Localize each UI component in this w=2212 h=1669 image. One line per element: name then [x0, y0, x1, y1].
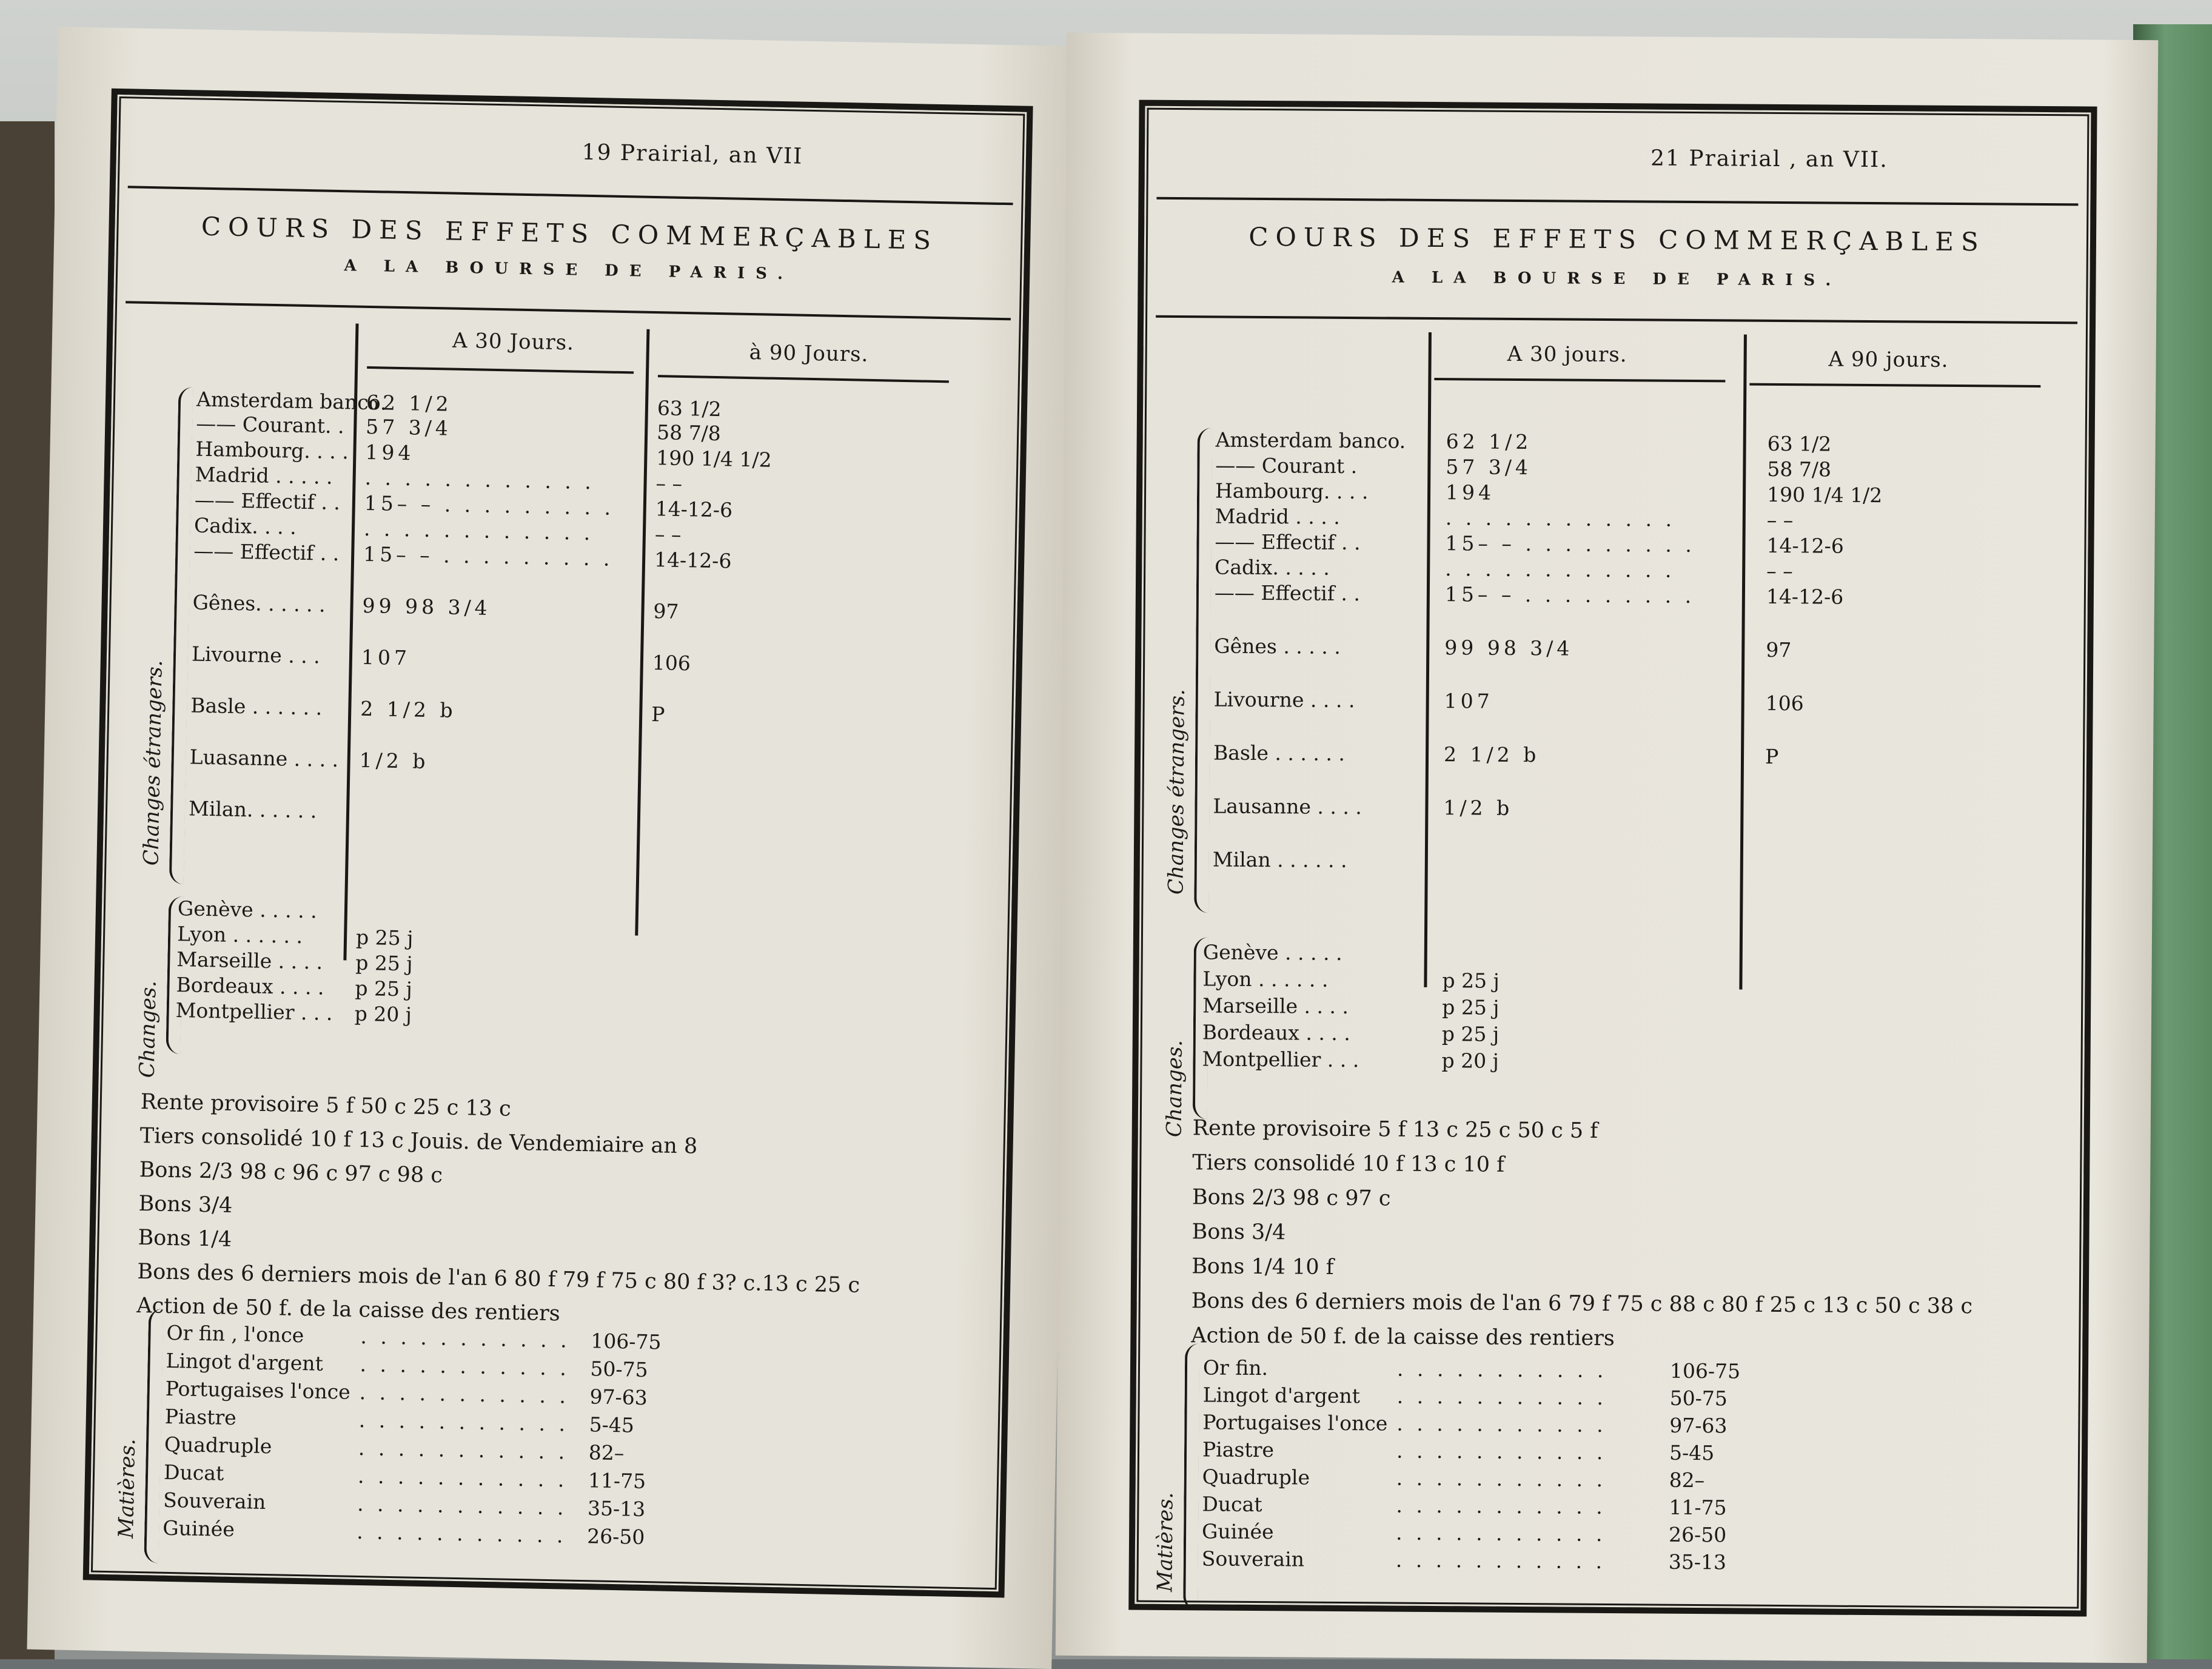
- matiere-label: Or fin , l'once: [166, 1320, 304, 1348]
- table-cell-90: 190 1/4 1/2: [1766, 482, 1883, 508]
- matiere-leader: . . . . . . . . . . .: [357, 1491, 568, 1520]
- table-row-label: Milan . . . . . .: [1212, 847, 1347, 873]
- table-cell-30: 1/2 b: [359, 748, 429, 773]
- left-title: COURS DES EFFETS COMMERÇABLES: [201, 211, 939, 255]
- matiere-label: Lingot d'argent: [166, 1348, 324, 1375]
- table-cell-30: 99 98 3/4: [1444, 636, 1574, 660]
- table-row-label: Bordeaux . . . .: [176, 973, 324, 999]
- table-row-label: —— Effectif . .: [193, 539, 340, 566]
- left-side-changes-etrangers: Changes étrangers.: [139, 660, 167, 866]
- right-title: COURS DES EFFETS COMMERÇABLES: [1248, 221, 1986, 257]
- table-cell-30: 57 3/4: [365, 414, 452, 440]
- table-row-label: —— Effectif . .: [1214, 580, 1361, 606]
- note-line: Tiers consolidé 10 f 13 c 10 f: [1192, 1150, 1505, 1177]
- table-cell-90: P: [1765, 744, 1779, 768]
- table-cell-90: 63 1/2: [657, 396, 722, 421]
- matiere-leader: . . . . . . . . . . .: [358, 1436, 569, 1464]
- table-cell-90: 106: [1765, 691, 1804, 716]
- left-page-frame: [83, 89, 1033, 1598]
- table-row-label: —— Effectif . .: [194, 488, 341, 515]
- left-brace-3: [144, 1308, 163, 1563]
- matiere-label: Piastre: [1202, 1437, 1275, 1462]
- right-rule-top: [1156, 197, 2078, 206]
- table-cell-30: 15– – . . . . . . . . .: [1444, 582, 1695, 608]
- table-cell-90: P: [651, 702, 665, 727]
- right-subtitle: A LA BOURSE DE PARIS.: [1392, 268, 1842, 290]
- table-row-label: Genève . . . . .: [177, 896, 318, 923]
- table-cell-30: . . . . . . . . . . . .: [1445, 506, 1676, 531]
- left-col2-underline: [658, 375, 949, 383]
- table-cell-30: p 25 j: [1441, 1022, 1500, 1046]
- table-cell-30: 2 1/2 b: [360, 696, 457, 722]
- table-row-label: —— Courant .: [1215, 453, 1358, 479]
- matiere-value: 26-50: [1668, 1522, 1727, 1547]
- left-subtitle: A LA BOURSE DE PARIS.: [344, 257, 794, 284]
- table-row-label: —— Effectif . .: [1215, 529, 1361, 555]
- note-line: Action de 50 f. de la caisse des rentiers: [1191, 1323, 1615, 1351]
- matiere-leader: . . . . . . . . . . .: [1396, 1466, 1607, 1492]
- table-row-label: Lausanne . . . .: [1213, 794, 1362, 819]
- matiere-label: Portugaises l'once: [1202, 1410, 1388, 1436]
- table-row-label: Montpellier . . .: [175, 998, 333, 1026]
- matiere-leader: . . . . . . . . . . .: [360, 1352, 571, 1380]
- table-row-label: Bordeaux . . . .: [1202, 1020, 1351, 1046]
- table-cell-30: . . . . . . . . . . . .: [363, 516, 594, 545]
- table-cell-30: 15– – . . . . . . . . .: [1445, 531, 1695, 557]
- table-cell-30: 99 98 3/4: [362, 593, 492, 620]
- right-col1-head: A 30 jours.: [1507, 341, 1627, 368]
- right-vline-1: [1424, 332, 1432, 987]
- table-cell-30: p 25 j: [355, 976, 413, 1001]
- right-rule-mid: [1156, 315, 2077, 324]
- table-row-label: Livourne . . .: [191, 642, 321, 668]
- table-row-label: Marseille . . . .: [176, 947, 323, 974]
- table-cell-90: – –: [1766, 559, 1793, 583]
- table-row-label: Montpellier . . .: [1202, 1047, 1359, 1072]
- right-col1-underline: [1434, 378, 1725, 382]
- matiere-value: 11-75: [1669, 1495, 1727, 1520]
- matiere-value: 50-75: [1669, 1386, 1728, 1411]
- table-cell-30: 57 3/4: [1446, 455, 1532, 480]
- note-line: Rente provisoire 5 f 13 c 25 c 50 c 5 f: [1192, 1116, 1598, 1143]
- matiere-leader: . . . . . . . . . . .: [359, 1380, 570, 1408]
- matiere-leader: . . . . . . . . . . .: [1395, 1548, 1606, 1574]
- table-row-label: Cadix. . . . .: [1215, 555, 1330, 580]
- table-cell-90: 58 7/8: [656, 420, 722, 446]
- matiere-leader: . . . . . . . . . . .: [1396, 1384, 1607, 1410]
- matiere-value: 26-50: [586, 1524, 645, 1550]
- left-vline-1: [343, 324, 358, 961]
- table-cell-30: p 25 j: [355, 925, 414, 950]
- table-cell-30: . . . . . . . . . . . .: [364, 465, 595, 494]
- right-col2-head: A 90 jours.: [1828, 347, 1949, 372]
- table-row-label: Marseille . . . .: [1202, 993, 1349, 1019]
- right-side-matieres: Matières.: [1153, 1492, 1178, 1593]
- matiere-value: 11-75: [588, 1468, 646, 1494]
- table-cell-30: p 25 j: [1442, 995, 1500, 1019]
- table-cell-30: 194: [365, 440, 415, 465]
- right-col2-underline: [1749, 383, 2040, 388]
- table-cell-90: 14-12-6: [655, 497, 733, 522]
- left-rule-top: [128, 186, 1013, 205]
- left-col2-head: à 90 Jours.: [749, 340, 869, 367]
- table-row-label: Livourne . . . .: [1213, 687, 1355, 713]
- table-row-label: Lyon . . . . . .: [176, 922, 303, 949]
- note-line: Bons 3/4: [138, 1191, 233, 1218]
- table-row-label: Lyon . . . . . .: [1202, 967, 1329, 992]
- table-row-label: Milan. . . . . .: [188, 796, 317, 823]
- table-cell-90: 97: [1766, 637, 1792, 662]
- matiere-value: 106-75: [591, 1329, 662, 1354]
- table-cell-90: 14-12-6: [654, 548, 732, 573]
- matiere-leader: . . . . . . . . . . .: [357, 1463, 568, 1492]
- matiere-value: 5-45: [1669, 1440, 1715, 1465]
- matiere-value: 82–: [588, 1440, 625, 1465]
- table-cell-90: 97: [653, 599, 679, 623]
- note-line: Rente provisoire 5 f 50 c 25 c 13 c: [140, 1089, 512, 1121]
- table-row-label: Basle . . . . . .: [1213, 740, 1346, 765]
- table-cell-30: 1/2 b: [1443, 796, 1513, 820]
- table-cell-30: 2 1/2 b: [1443, 742, 1540, 767]
- note-line: Action de 50 f. de la caisse des rentiers: [136, 1293, 561, 1326]
- matiere-value: 82–: [1669, 1468, 1705, 1493]
- table-cell-90: – –: [654, 522, 682, 546]
- table-cell-90: – –: [655, 471, 683, 495]
- left-side-changes: Changes.: [135, 980, 161, 1078]
- matiere-value: 5-45: [589, 1412, 635, 1437]
- matiere-label: Souverain: [163, 1488, 266, 1514]
- left-col1-head: A 30 Jours.: [452, 328, 575, 355]
- table-row-label: Madrid . . . .: [1215, 504, 1340, 529]
- table-cell-30: 62 1/2: [1446, 429, 1532, 454]
- matiere-value: 106-75: [1669, 1358, 1741, 1383]
- right-page: [1056, 33, 2159, 1664]
- table-cell-30: . . . . . . . . . . . .: [1445, 557, 1675, 582]
- table-cell-30: p 25 j: [355, 950, 413, 976]
- matiere-label: Souverain: [1201, 1546, 1305, 1571]
- table-cell-90: 190 1/4 1/2: [656, 446, 772, 472]
- table-row-label: Hambourg. . . .: [1215, 479, 1369, 504]
- table-row-label: Madrid . . . . .: [195, 462, 333, 489]
- matiere-leader: . . . . . . . . . . .: [1396, 1411, 1607, 1437]
- table-cell-90: 14-12-6: [1766, 533, 1844, 558]
- table-cell-30: p 20 j: [1441, 1049, 1500, 1073]
- table-cell-30: 107: [361, 645, 411, 670]
- right-vline-2: [1739, 335, 1747, 990]
- matiere-leader: . . . . . . . . . . .: [358, 1408, 569, 1436]
- table-row-label: Cadix. . . .: [193, 513, 297, 539]
- table-cell-90: 58 7/8: [1767, 457, 1832, 482]
- note-line: Bons des 6 derniers mois de l'an 6 79 f 75 c 88 c 80 f 25 c 13 c 50 c 38 c: [1191, 1289, 1973, 1319]
- table-row-label: Genève . . . . .: [1202, 940, 1342, 965]
- matiere-label: Piastre: [164, 1404, 237, 1430]
- matiere-label: Quadruple: [164, 1432, 272, 1459]
- table-cell-90: – –: [1766, 508, 1794, 532]
- matiere-label: Lingot d'argent: [1202, 1383, 1361, 1408]
- matiere-label: Portugaises l'once: [165, 1376, 351, 1404]
- note-line: Bons 1/4 10 f: [1191, 1254, 1334, 1280]
- left-col1-underline: [367, 366, 634, 374]
- matiere-leader: . . . . . . . . . . .: [1396, 1357, 1607, 1383]
- table-cell-90: 14-12-6: [1766, 584, 1844, 609]
- matiere-leader: . . . . . . . . . . .: [1395, 1520, 1606, 1546]
- matiere-label: Ducat: [1202, 1492, 1262, 1517]
- matiere-value: 97-63: [589, 1385, 648, 1410]
- note-line: Tiers consolidé 10 f 13 c Jouis. de Vendemiaire an 8: [139, 1123, 698, 1159]
- matiere-leader: . . . . . . . . . . .: [360, 1324, 571, 1352]
- table-cell-30: 62 1/2: [366, 390, 452, 416]
- note-line: Bons 2/3 98 c 97 c: [1191, 1185, 1391, 1211]
- table-cell-30: 107: [1444, 689, 1493, 713]
- table-row-label: Basle . . . . . .: [190, 693, 323, 720]
- matiere-value: 50-75: [590, 1357, 649, 1382]
- note-line: Bons 2/3 98 c 96 c 97 c 98 c: [139, 1157, 443, 1188]
- matiere-label: Guinée: [162, 1516, 235, 1542]
- table-row-label: Gênes . . . . .: [1214, 634, 1341, 659]
- matiere-value: 35-13: [587, 1496, 646, 1522]
- table-row-label: Amsterdam banco.: [1215, 428, 1406, 453]
- table-cell-30: 194: [1445, 480, 1495, 505]
- right-brace-3: [1183, 1343, 1199, 1610]
- left-vline-2: [635, 329, 649, 936]
- table-cell-90: 63 1/2: [1767, 431, 1832, 456]
- note-line: Bons 1/4: [138, 1225, 232, 1252]
- table-row-label: Amsterdam banco.: [196, 387, 387, 415]
- matiere-label: Or fin.: [1202, 1355, 1269, 1380]
- table-row-label: —— Courant. .: [195, 411, 344, 438]
- left-side-matieres: Matières.: [114, 1438, 141, 1539]
- table-row-label: Luasanne . . . .: [189, 745, 339, 772]
- right-page-frame: [1128, 100, 2097, 1617]
- matiere-label: Guinée: [1201, 1519, 1274, 1544]
- table-cell-30: 15– – . . . . . . . . .: [364, 491, 615, 520]
- matiere-value: 97-63: [1669, 1413, 1728, 1438]
- right-brace-1: [1194, 428, 1212, 913]
- matiere-leader: . . . . . . . . . . .: [1396, 1493, 1606, 1519]
- left-rule-mid: [126, 301, 1011, 320]
- matiere-leader: . . . . . . . . . . .: [1396, 1439, 1607, 1465]
- right-side-changes-etrangers: Changes étrangers.: [1164, 689, 1190, 895]
- note-line: Bons des 6 derniers mois de l'an 6 80 f 79 f 75 c 80 f 3? c.13 c 25 c: [137, 1259, 860, 1298]
- matiere-label: Quadruple: [1202, 1465, 1310, 1489]
- table-cell-30: 15– – . . . . . . . . .: [363, 542, 614, 571]
- left-page: [27, 27, 1082, 1669]
- table-cell-90: 106: [652, 651, 691, 676]
- table-cell-30: p 25 j: [1442, 969, 1500, 993]
- table-cell-30: p 20 j: [354, 1001, 412, 1027]
- note-line: Bons 3/4: [1191, 1220, 1286, 1245]
- left-running-head: 19 Prairial, an VII: [581, 139, 803, 169]
- table-row-label: Hambourg. . . .: [195, 437, 349, 464]
- right-running-head: 21 Prairial , an VII.: [1650, 146, 1888, 173]
- table-row-label: Gênes. . . . . .: [192, 590, 326, 617]
- matiere-leader: . . . . . . . . . . .: [356, 1519, 567, 1548]
- right-side-changes: Changes.: [1162, 1039, 1187, 1138]
- matiere-value: 35-13: [1668, 1550, 1727, 1574]
- matiere-label: Ducat: [163, 1460, 224, 1485]
